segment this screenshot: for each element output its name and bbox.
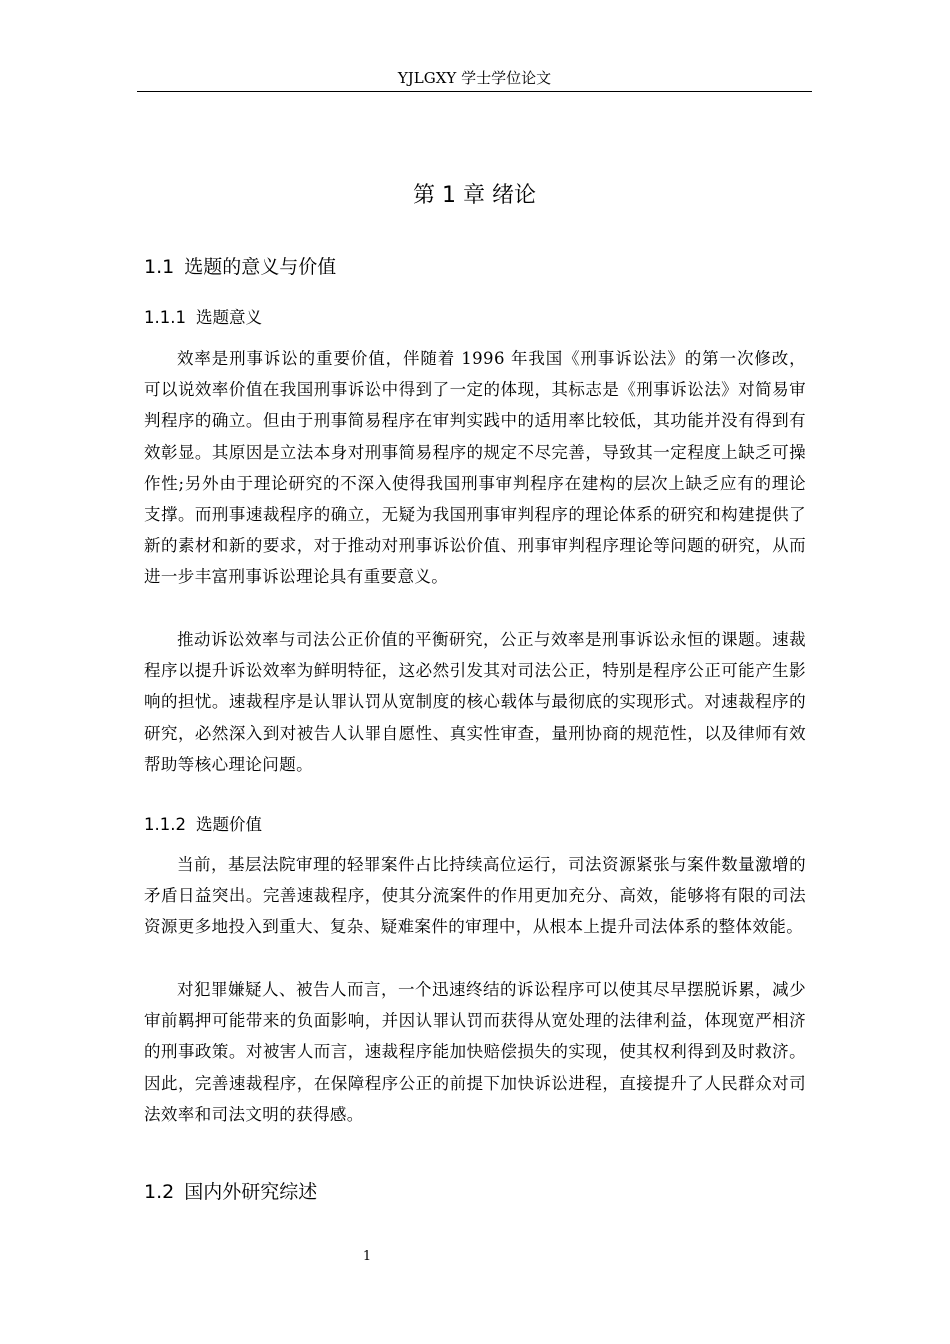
section-title: 国内外研究综述 [184,1181,318,1203]
subsection-title: 选题价值 [195,815,262,834]
header-rule [137,91,812,92]
section-heading-1-1 [144,254,336,280]
running-header: YJLGXY 学士学位论文 [397,69,552,87]
section-heading-1-2 [144,1179,317,1205]
subsection-title: 选题意义 [195,308,262,327]
section-title: 选题的意义与价值 [184,256,337,278]
body-paragraph: 推动诉讼效率与司法公正价值的平衡研究，公正与效率是刑事诉讼永恒的课题。速裁程序以提升诉讼效率为鲜明特征，这必然引发其对司法公正，特别是程序公正可能产生影响的担忧。速裁程序是认罪认罚从宽制度的核心载体与最彻底的实现形式。对速裁程序的研究，必然深入到对被告人认罪自愿性、真实性审查，量刑协商的规范性，以及律师有效帮助等核心理论问题。 [144,630,806,774]
page-number: 1 [362,1249,372,1264]
section-number: 1.1 [144,256,175,278]
body-paragraph: 效率是刑事诉讼的重要价值，伴随着 1996 年我国《刑事诉讼法》的第一次修改，可以说效率价值在我国刑事诉讼中得到了一定的体现，其标志是《刑事诉讼法》对简易审判程序的确立。但由于刑事简易程序在审判实践中的适用率比较低，其功能并没有得到有效彰显。其原因是立法本身对刑事简易程序的规定不尽完善，导致其一定程度上缺乏可操作性;另外由于理论研究的不深入使得我国刑事审判程序在建构的层次上缺乏应有的理论支撑。而刑事速裁程序的确立，无疑为我国刑事审判程序的理论体系的研究和构建提供了新的素材和新的要求，对于推动对刑事诉讼价值、刑事审判程序理论等问题的研究，从而进一步丰富刑事诉讼理论具有重要意义。 [144,349,806,587]
subsection-heading-1-1-1 [144,306,262,330]
subsection-number: 1.1.1 [144,308,186,327]
body-paragraph: 当前，基层法院审理的轻罪案件占比持续高位运行，司法资源紧张与案件数量激增的矛盾日益突出。完善速裁程序，使其分流案件的作用更加充分、高效，能够将有限的司法资源更多地投入到重大、复杂、疑难案件的审理中，从根本上提升司法体系的整体效能。 [144,855,806,937]
subsection-number: 1.1.2 [144,815,186,834]
subsection-heading-1-1-2 [144,813,262,837]
body-paragraph: 对犯罪嫌疑人、被告人而言，一个迅速终结的诉讼程序可以使其尽早摆脱诉累，减少审前羁押可能带来的负面影响，并因认罪认罚而获得从宽处理的法律利益，体现宽严相济的刑事政策。对被害人而言，速裁程序能加快赔偿损失的实现，使其权利得到及时救济。因此，完善速裁程序，在保障程序公正的前提下加快诉讼进程，直接提升了人民群众对司法效率和司法文明的获得感。 [144,980,806,1124]
chapter-title: 第 1 章 绪论 [413,183,536,208]
section-number: 1.2 [144,1181,175,1203]
